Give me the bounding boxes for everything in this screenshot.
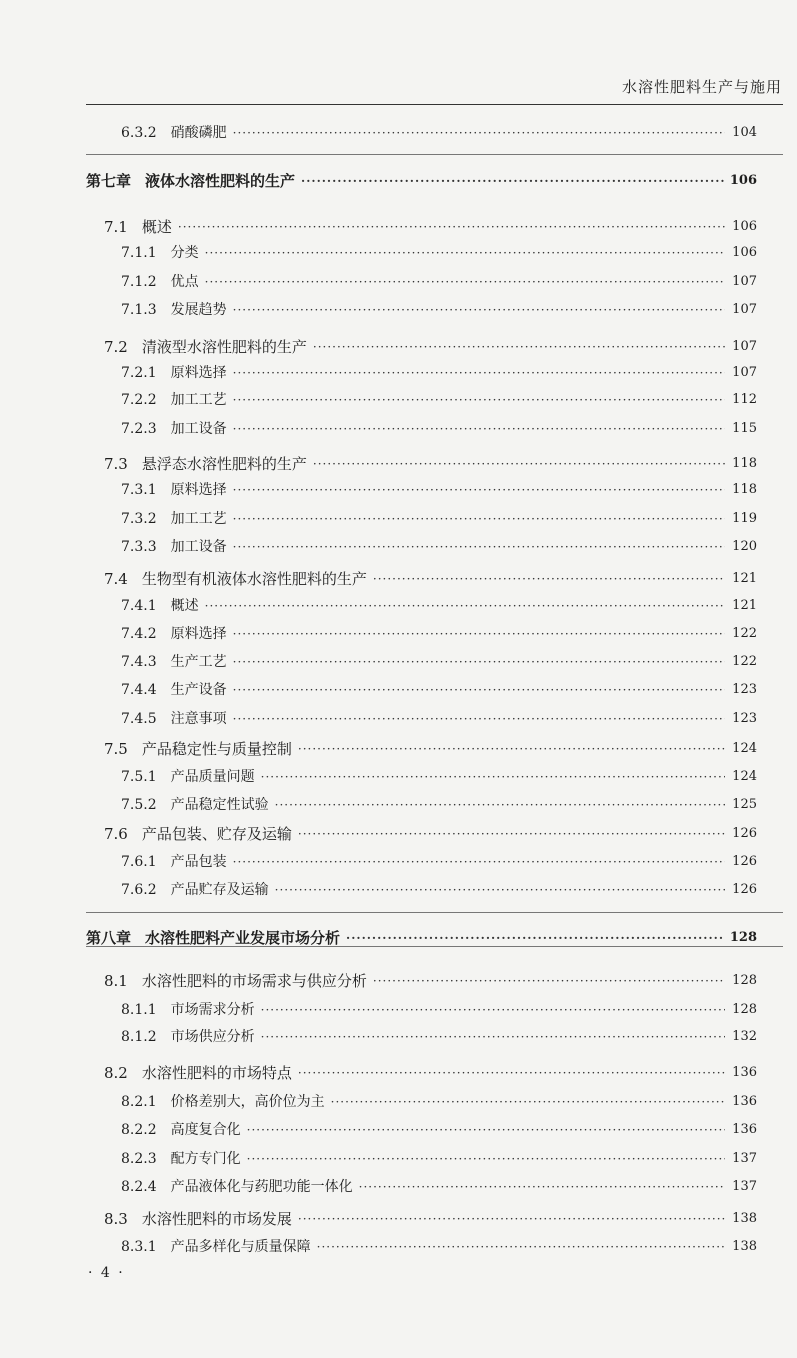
- toc-entry-title: 原料选择: [170, 626, 227, 642]
- leader-dots: [233, 388, 725, 412]
- toc-entry-title: 产品稳定性试验: [170, 797, 269, 813]
- toc-entry-page: 121: [732, 598, 757, 613]
- toc-entry: [0, 737, 797, 761]
- running-header: 水溶性肥料生产与施用: [621, 78, 782, 96]
- toc-entry-number: 8.1.2: [121, 1029, 157, 1045]
- toc-entry-page: 106: [729, 173, 757, 188]
- toc-entry: [0, 1147, 797, 1171]
- toc-entry-title: 产品贮存及运输: [170, 882, 269, 898]
- toc-entry-title: 生产设备: [170, 682, 227, 698]
- toc-entry-title: 加工设备: [170, 421, 227, 437]
- toc-entry: [0, 650, 797, 674]
- leader-dots: [298, 737, 725, 761]
- toc-entry-page: 122: [732, 626, 757, 641]
- leader-dots: [233, 850, 725, 874]
- toc-entry-number: 8.1.1: [121, 1002, 157, 1018]
- toc-entry-number: 7.4.2: [121, 626, 157, 642]
- leader-dots: [313, 335, 725, 359]
- toc-entry: [0, 1207, 797, 1231]
- leader-dots: [301, 169, 724, 193]
- toc-entry-page: 126: [732, 854, 757, 869]
- toc-entry: [0, 998, 797, 1022]
- toc-entry-title: 概述: [141, 218, 172, 236]
- toc-entry-number: 7.3: [104, 455, 128, 473]
- toc-entry-number: 7.1: [104, 218, 128, 236]
- leader-dots: [331, 1090, 725, 1114]
- toc-entry-number: 7.5.2: [121, 797, 157, 813]
- toc-entry-title: 配方专门化: [170, 1151, 241, 1167]
- toc-entry-title: 产品多样化与质量保障: [170, 1239, 311, 1255]
- leader-dots: [233, 707, 725, 731]
- toc-entry-title: 原料选择: [170, 365, 227, 381]
- section-rule: [86, 946, 783, 947]
- toc-entry: [0, 707, 797, 731]
- toc-entry-number: 8.2.2: [121, 1122, 157, 1138]
- toc-entry: [0, 969, 797, 993]
- toc-entry-number: 7.5.1: [121, 769, 157, 785]
- leader-dots: [233, 535, 725, 559]
- toc-entry-number: 7.3.1: [121, 482, 157, 498]
- toc-entry: [0, 169, 797, 193]
- toc-entry-number: 7.2: [104, 338, 128, 356]
- toc-entry-page: 104: [732, 125, 757, 140]
- toc-entry-title: 加工设备: [170, 539, 227, 555]
- leader-dots: [233, 121, 725, 145]
- toc-entry: [0, 417, 797, 441]
- toc-entry-title: 产品包装、贮存及运输: [141, 825, 292, 843]
- toc-entry: [0, 1235, 797, 1259]
- toc-entry-title: 注意事项: [170, 711, 227, 727]
- toc-entry-title: 分类: [170, 245, 199, 261]
- leader-dots: [298, 822, 725, 846]
- toc-entry: [0, 822, 797, 846]
- toc-entry: [0, 850, 797, 874]
- toc-entry-number: 7.6: [104, 825, 128, 843]
- toc-entry-page: 120: [732, 539, 757, 554]
- toc-entry: [0, 878, 797, 902]
- toc-entry-title: 生产工艺: [170, 654, 227, 670]
- toc-entry-page: 137: [732, 1151, 757, 1166]
- toc-entry-page: 119: [732, 511, 757, 526]
- toc-entry: [0, 1090, 797, 1114]
- toc-entry-page: 118: [732, 482, 757, 497]
- toc-entry: [0, 1118, 797, 1142]
- toc-entry-number: 6.3.2: [121, 125, 157, 141]
- toc-entry-number: 7.1.3: [121, 302, 157, 318]
- toc-entry-page: 106: [732, 245, 757, 260]
- toc-entry-page: 126: [732, 826, 757, 841]
- toc-entry-page: 106: [732, 219, 757, 234]
- toc-entry-number: 7.1.1: [121, 245, 157, 261]
- toc-entry-page: 136: [732, 1122, 757, 1137]
- toc-entry-page: 128: [732, 973, 757, 988]
- toc-entry-title: 生物型有机液体水溶性肥料的生产: [141, 570, 367, 588]
- toc-entry-page: 123: [732, 711, 757, 726]
- toc-entry: [0, 298, 797, 322]
- toc-entry-number: 8.2.4: [121, 1179, 157, 1195]
- toc-entry-page: 128: [729, 930, 757, 945]
- toc-entry-number: 8.2.1: [121, 1094, 157, 1110]
- toc-entry: [0, 361, 797, 385]
- leader-dots: [298, 1207, 725, 1231]
- section-rule: [86, 154, 783, 155]
- toc-entry-title: 产品液体化与药肥功能一体化: [170, 1179, 353, 1195]
- toc-entry-page: 132: [732, 1029, 757, 1044]
- toc-entry-page: 121: [732, 571, 757, 586]
- toc-entry: [0, 335, 797, 359]
- toc-entry-title: 高度复合化: [170, 1122, 241, 1138]
- leader-dots: [373, 567, 725, 591]
- leader-dots: [233, 298, 725, 322]
- toc-entry-title: 液体水溶性肥料的生产: [145, 172, 296, 190]
- toc-entry-title: 加工工艺: [170, 392, 227, 408]
- section-rule: [86, 912, 783, 913]
- toc-entry-page: 128: [732, 1002, 757, 1017]
- leader-dots: [261, 1025, 725, 1049]
- leader-dots: [261, 765, 725, 789]
- toc-entry-title: 产品质量问题: [170, 769, 255, 785]
- toc-entry-title: 水溶性肥料的市场发展: [141, 1210, 292, 1228]
- leader-dots: [233, 361, 725, 385]
- toc-entry-page: 125: [732, 797, 757, 812]
- toc-entry: [0, 594, 797, 618]
- toc-entry: [0, 1025, 797, 1049]
- leader-dots: [275, 793, 725, 817]
- toc-entry-number: 第八章: [86, 929, 132, 947]
- toc-entry: [0, 270, 797, 294]
- leader-dots: [205, 241, 725, 265]
- toc-entry: [0, 507, 797, 531]
- leader-dots: [233, 417, 725, 441]
- toc-entry-page: 107: [732, 339, 757, 354]
- toc-entry-title: 市场需求分析: [170, 1002, 255, 1018]
- toc-entry-number: 7.3.2: [121, 511, 157, 527]
- toc-entry-page: 126: [732, 882, 757, 897]
- toc-entry-page: 107: [732, 274, 757, 289]
- toc-entry: [0, 1175, 797, 1199]
- toc-entry: [0, 678, 797, 702]
- leader-dots: [233, 622, 725, 646]
- toc-entry-page: 137: [732, 1179, 757, 1194]
- toc-entry: [0, 388, 797, 412]
- toc-entry-title: 加工工艺: [170, 511, 227, 527]
- toc-entry-number: 7.2.3: [121, 421, 157, 437]
- toc-entry-title: 水溶性肥料产业发展市场分析: [145, 929, 341, 947]
- toc-entry: [0, 241, 797, 265]
- leader-dots: [205, 270, 725, 294]
- toc-entry-number: 8.3: [104, 1210, 128, 1228]
- leader-dots: [178, 215, 725, 239]
- toc-entry-page: 123: [732, 682, 757, 697]
- toc-entry-number: 8.1: [104, 972, 128, 990]
- toc-entry-number: 7.4.5: [121, 711, 157, 727]
- toc-entry-page: 118: [732, 456, 757, 471]
- toc-entry-number: 7.1.2: [121, 274, 157, 290]
- toc-entry-page: 124: [732, 769, 757, 784]
- leader-dots: [233, 678, 725, 702]
- toc-entry-title: 产品稳定性与质量控制: [141, 740, 292, 758]
- toc-entry: [0, 622, 797, 646]
- toc-entry-page: 136: [732, 1094, 757, 1109]
- toc-entry-title: 水溶性肥料的市场特点: [141, 1064, 292, 1082]
- toc-entry-number: 7.2.1: [121, 365, 157, 381]
- toc-entry-number: 7.4.4: [121, 682, 157, 698]
- toc-entry: [0, 478, 797, 502]
- toc-entry-number: 7.4.3: [121, 654, 157, 670]
- leader-dots: [275, 878, 725, 902]
- toc-entry-title: 水溶性肥料的市场需求与供应分析: [141, 972, 367, 990]
- toc-entry-title: 优点: [170, 274, 199, 290]
- toc-entry-page: 107: [732, 365, 757, 380]
- toc-entry: [0, 121, 797, 145]
- toc-entry: [0, 765, 797, 789]
- toc-entry-number: 8.2.3: [121, 1151, 157, 1167]
- toc-entry-number: 7.4.1: [121, 598, 157, 614]
- toc-entry-number: 7.2.2: [121, 392, 157, 408]
- toc-entry-number: 7.4: [104, 570, 128, 588]
- toc-entry-title: 硝酸磷肥: [170, 125, 227, 141]
- leader-dots: [247, 1147, 725, 1171]
- leader-dots: [233, 650, 725, 674]
- toc-entry-title: 概述: [170, 598, 199, 614]
- leader-dots: [313, 452, 725, 476]
- toc-entry-title: 产品包装: [170, 854, 227, 870]
- leader-dots: [359, 1175, 725, 1199]
- toc-entry-page: 115: [732, 421, 757, 436]
- toc-entry: [0, 567, 797, 591]
- toc-entry-number: 7.6.2: [121, 882, 157, 898]
- toc-entry-title: 发展趋势: [170, 302, 227, 318]
- toc-entry-title: 悬浮态水溶性肥料的生产: [141, 455, 307, 473]
- toc-entry-page: 138: [732, 1239, 757, 1254]
- leader-dots: [233, 507, 725, 531]
- toc-entry-title: 清液型水溶性肥料的生产: [141, 338, 307, 356]
- leader-dots: [205, 594, 725, 618]
- toc-entry: [0, 793, 797, 817]
- toc-entry-number: 第七章: [86, 172, 132, 190]
- leader-dots: [247, 1118, 725, 1142]
- toc-entry: [0, 1061, 797, 1085]
- leader-dots: [261, 998, 725, 1022]
- toc-entry: [0, 535, 797, 559]
- toc-entry-number: 7.5: [104, 740, 128, 758]
- toc-entry-number: 8.2: [104, 1064, 128, 1082]
- toc-entry: [0, 215, 797, 239]
- toc-entry-page: 112: [732, 392, 757, 407]
- toc-entry-page: 124: [732, 741, 757, 756]
- toc-entry-page: 122: [732, 654, 757, 669]
- leader-dots: [317, 1235, 725, 1259]
- toc-entry-page: 138: [732, 1211, 757, 1226]
- toc-entry-title: 市场供应分析: [170, 1029, 255, 1045]
- page-number: · 4 ·: [88, 1265, 125, 1281]
- toc-entry-title: 原料选择: [170, 482, 227, 498]
- toc-entry-number: 8.3.1: [121, 1239, 157, 1255]
- toc-entry-page: 107: [732, 302, 757, 317]
- toc-entry-number: 7.6.1: [121, 854, 157, 870]
- leader-dots: [373, 969, 725, 993]
- toc-entry-title: 价格差别大，高价位为主: [170, 1094, 325, 1110]
- toc-entry-page: 136: [732, 1065, 757, 1080]
- leader-dots: [298, 1061, 725, 1085]
- toc-entry: [0, 452, 797, 476]
- toc-entry-number: 7.3.3: [121, 539, 157, 555]
- leader-dots: [233, 478, 725, 502]
